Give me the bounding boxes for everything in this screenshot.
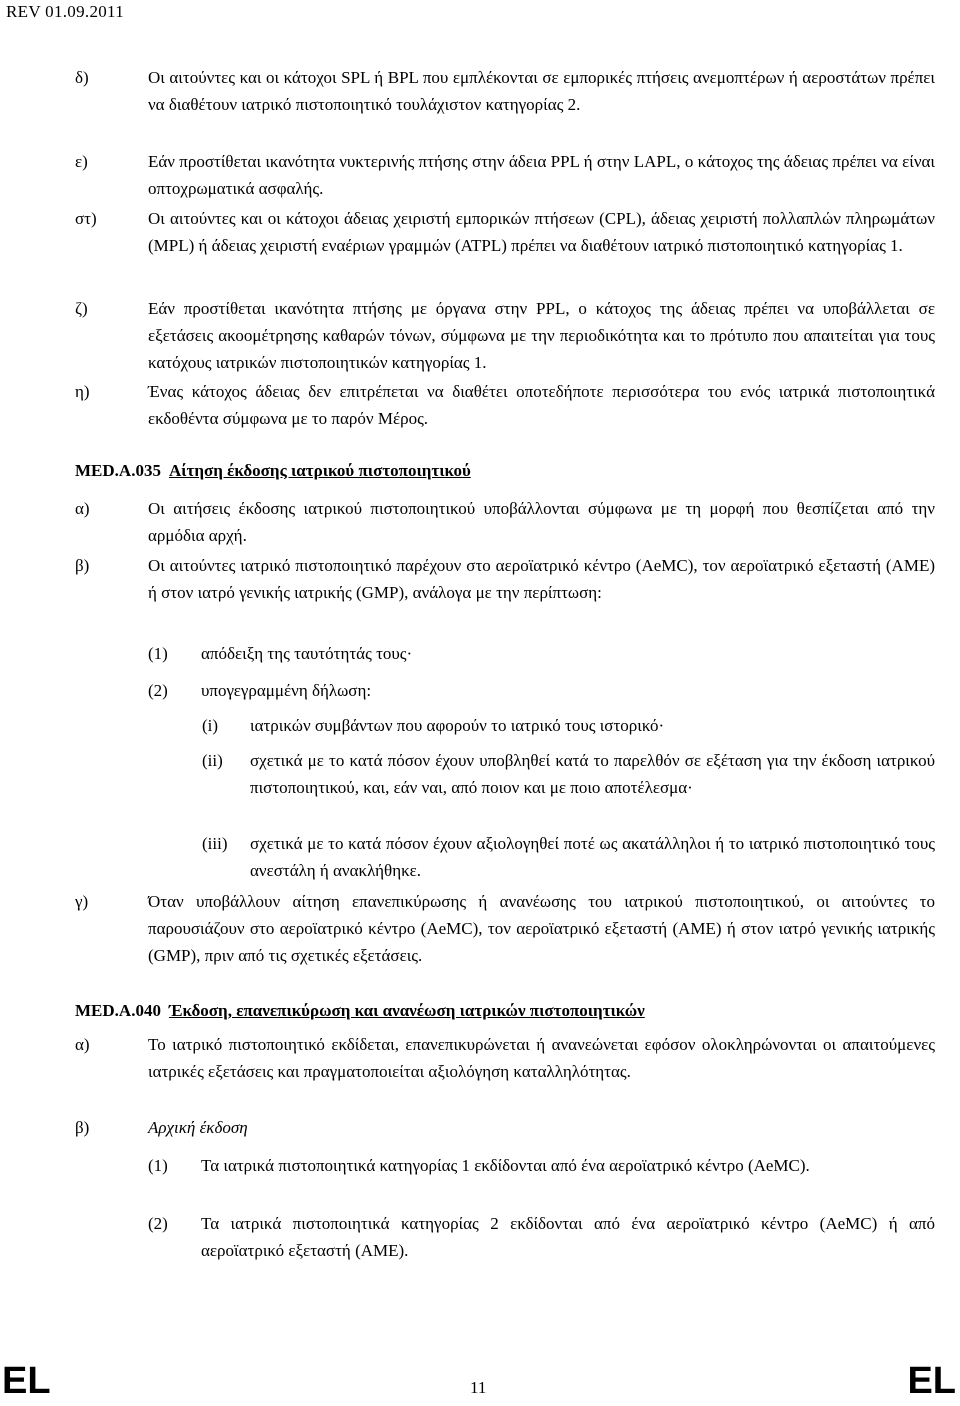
item-text: Το ιατρικό πιστοποιητικό εκδίδεται, επανεπικυρώνεται ή ανανεώνεται εφόσον ολοκληρώνονται οι απαιτούμενες ιατρικές εξετάσεις και πραγματοποιείται αξιολόγηση καταλληλότητας. [148,1035,935,1081]
subitem-s2-b2 [148,1210,935,1264]
item-label: β) [75,1118,90,1137]
paragraph-s2-beta [75,1114,935,1141]
subitem-label: (2) [148,1214,168,1233]
item-text: Ένας κάτοχος άδειας δεν επιτρέπεται να διαθέτει οποτεδήποτε περισσότερα του ενός ιατρικά πιστοποιητικά εκδοθέντα σύμφωνα με το παρόν Μέρος. [148,382,935,428]
subitem-text: Τα ιατρικά πιστοποιητικά κατηγορίας 2 εκδίδονται από ένα αεροϊατρικό κέντρο (AeMC) ή από αεροϊατρικό εξεταστή (AME). [201,1214,935,1260]
item-label: α) [75,1035,90,1054]
section-code: MED.A.040 [75,1001,161,1020]
footer-language-left: EL [2,1360,51,1402]
subitem-s2-b1 [148,1152,935,1179]
item-label: στ) [75,209,97,228]
subitem-label: (ii) [202,751,223,770]
subitem-text: σχετικά με το κατά πόσον έχουν υποβληθεί κατά το παρελθόν σε εξέταση για την έκδοση ιατρικού πιστοποιητικού, και, εάν ναι, από ποιον και με ποιο αποτέλεσμα· [250,751,935,797]
paragraph-s1-beta [75,552,935,606]
paragraph-eta [75,378,935,432]
item-text: Οι αιτήσεις έκδοσης ιατρικού πιστοποιητικού υποβάλλονται σύμφωνα με τη μορφή που θεσπίζεται από την αρμόδια αρχή. [148,499,935,545]
subitem-s1-b1 [148,640,935,667]
section-heading-med-a-035 [75,457,471,484]
subitem-text: υπογεγραμμένη δήλωση: [201,681,372,700]
paragraph-zeta [75,295,935,376]
paragraph-s1-gamma [75,888,935,969]
subitem-label: (2) [148,681,168,700]
item-label: η) [75,382,90,401]
paragraph-st [75,205,935,259]
subitem-text: σχετικά με το κατά πόσον έχουν αξιολογηθεί ποτέ ως ακατάλληλοι ή το ιατρικό πιστοποιητικό τους ανεστάλη ή ανακλήθηκε. [250,834,935,880]
subitem-label: (iii) [202,834,228,853]
subitem-s1-bi [202,712,935,739]
subitem-s1-b2 [148,677,935,704]
page-number: 11 [470,1378,487,1397]
subitem-label: (1) [148,644,168,663]
subitem-label: (1) [148,1156,168,1175]
subitem-s1-bii [202,747,935,801]
item-text: Αρχική έκδοση [148,1118,248,1137]
item-label: δ) [75,68,89,87]
paragraph-delta [75,64,935,118]
item-text: Όταν υποβάλλουν αίτηση επανεπικύρωσης ή ανανέωσης του ιατρικού πιστοποιητικού, οι αιτούντες το παρουσιάζουν στο αεροϊατρικό κέντρο (AeMC), τον αεροϊατρικό εξεταστή (AME) ή στον ιατρό γενικής ιατρικής (GMP), πριν από τις σχετικές εξετάσεις. [148,892,935,965]
paragraph-s1-alpha [75,495,935,549]
item-label: γ) [75,892,89,911]
subitem-text: ιατρικών συμβάντων που αφορούν το ιατρικό τους ιστορικό· [250,716,665,735]
section-heading-med-a-040 [75,997,645,1024]
item-label: ε) [75,152,88,171]
item-label: β) [75,556,90,575]
subitem-label: (i) [202,716,219,735]
item-text: Εάν προστίθεται ικανότητα νυκτερινής πτήσης στην άδεια PPL ή στην LAPL, ο κάτοχος της άδειας πρέπει να είναι οπτοχρωματικά ασφαλής. [148,152,935,198]
item-text: Εάν προστίθεται ικανότητα πτήσης με όργανα στην PPL, ο κάτοχος της άδειας πρέπει να υποβάλλεται σε εξετάσεις ακοομέτρησης καθαρών τόνων, σύμφωνα με την περιοδικότητα και το πρότυπο που απαιτείται για τους κατόχους ιατρικών πιστοποιητικών κατηγορίας 1. [148,299,935,372]
subitem-text: Τα ιατρικά πιστοποιητικά κατηγορίας 1 εκδίδονται από ένα αεροϊατρικό κέντρο (AeMC). [201,1156,810,1175]
subitem-s1-biii [202,830,935,884]
section-title: Αίτηση έκδοσης ιατρικού πιστοποιητικού [168,461,471,480]
paragraph-s2-alpha [75,1031,935,1085]
item-text: Οι αιτούντες και οι κάτοχοι άδειας χειριστή εμπορικών πτήσεων (CPL), άδειας χειριστή πολλαπλών πληρωμάτων (MPL) ή άδειας χειριστή εναέριων γραμμών (ATPL) πρέπει να διαθέτουν ιατρικό πιστοποιητικό κατηγορίας 1. [148,209,935,255]
subitem-text: απόδειξη της ταυτότητάς τους· [201,644,413,663]
item-text: Οι αιτούντες ιατρικό πιστοποιητικό παρέχουν στο αεροϊατρικό κέντρο (AeMC), τον αεροϊατρικό εξεταστή (AME) ή στον ιατρό γενικής ιατρικής (GMP), ανάλογα με την περίπτωση: [148,556,935,602]
footer-language-right: EL [907,1360,956,1402]
item-label: α) [75,499,90,518]
section-title: Έκδοση, επανεπικύρωση και ανανέωση ιατρικών πιστοποιητικών [168,1001,645,1020]
revision-header: REV 01.09.2011 [6,2,125,21]
paragraph-epsilon [75,148,935,202]
item-label: ζ) [75,299,88,318]
section-code: MED.A.035 [75,461,161,480]
item-text: Οι αιτούντες και οι κάτοχοι SPL ή BPL που εμπλέκονται σε εμπορικές πτήσεις ανεμοπτέρων ή αεροστάτων πρέπει να διαθέτουν ιατρικό πιστοποιητικό τουλάχιστον κατηγορίας 2. [148,68,935,114]
